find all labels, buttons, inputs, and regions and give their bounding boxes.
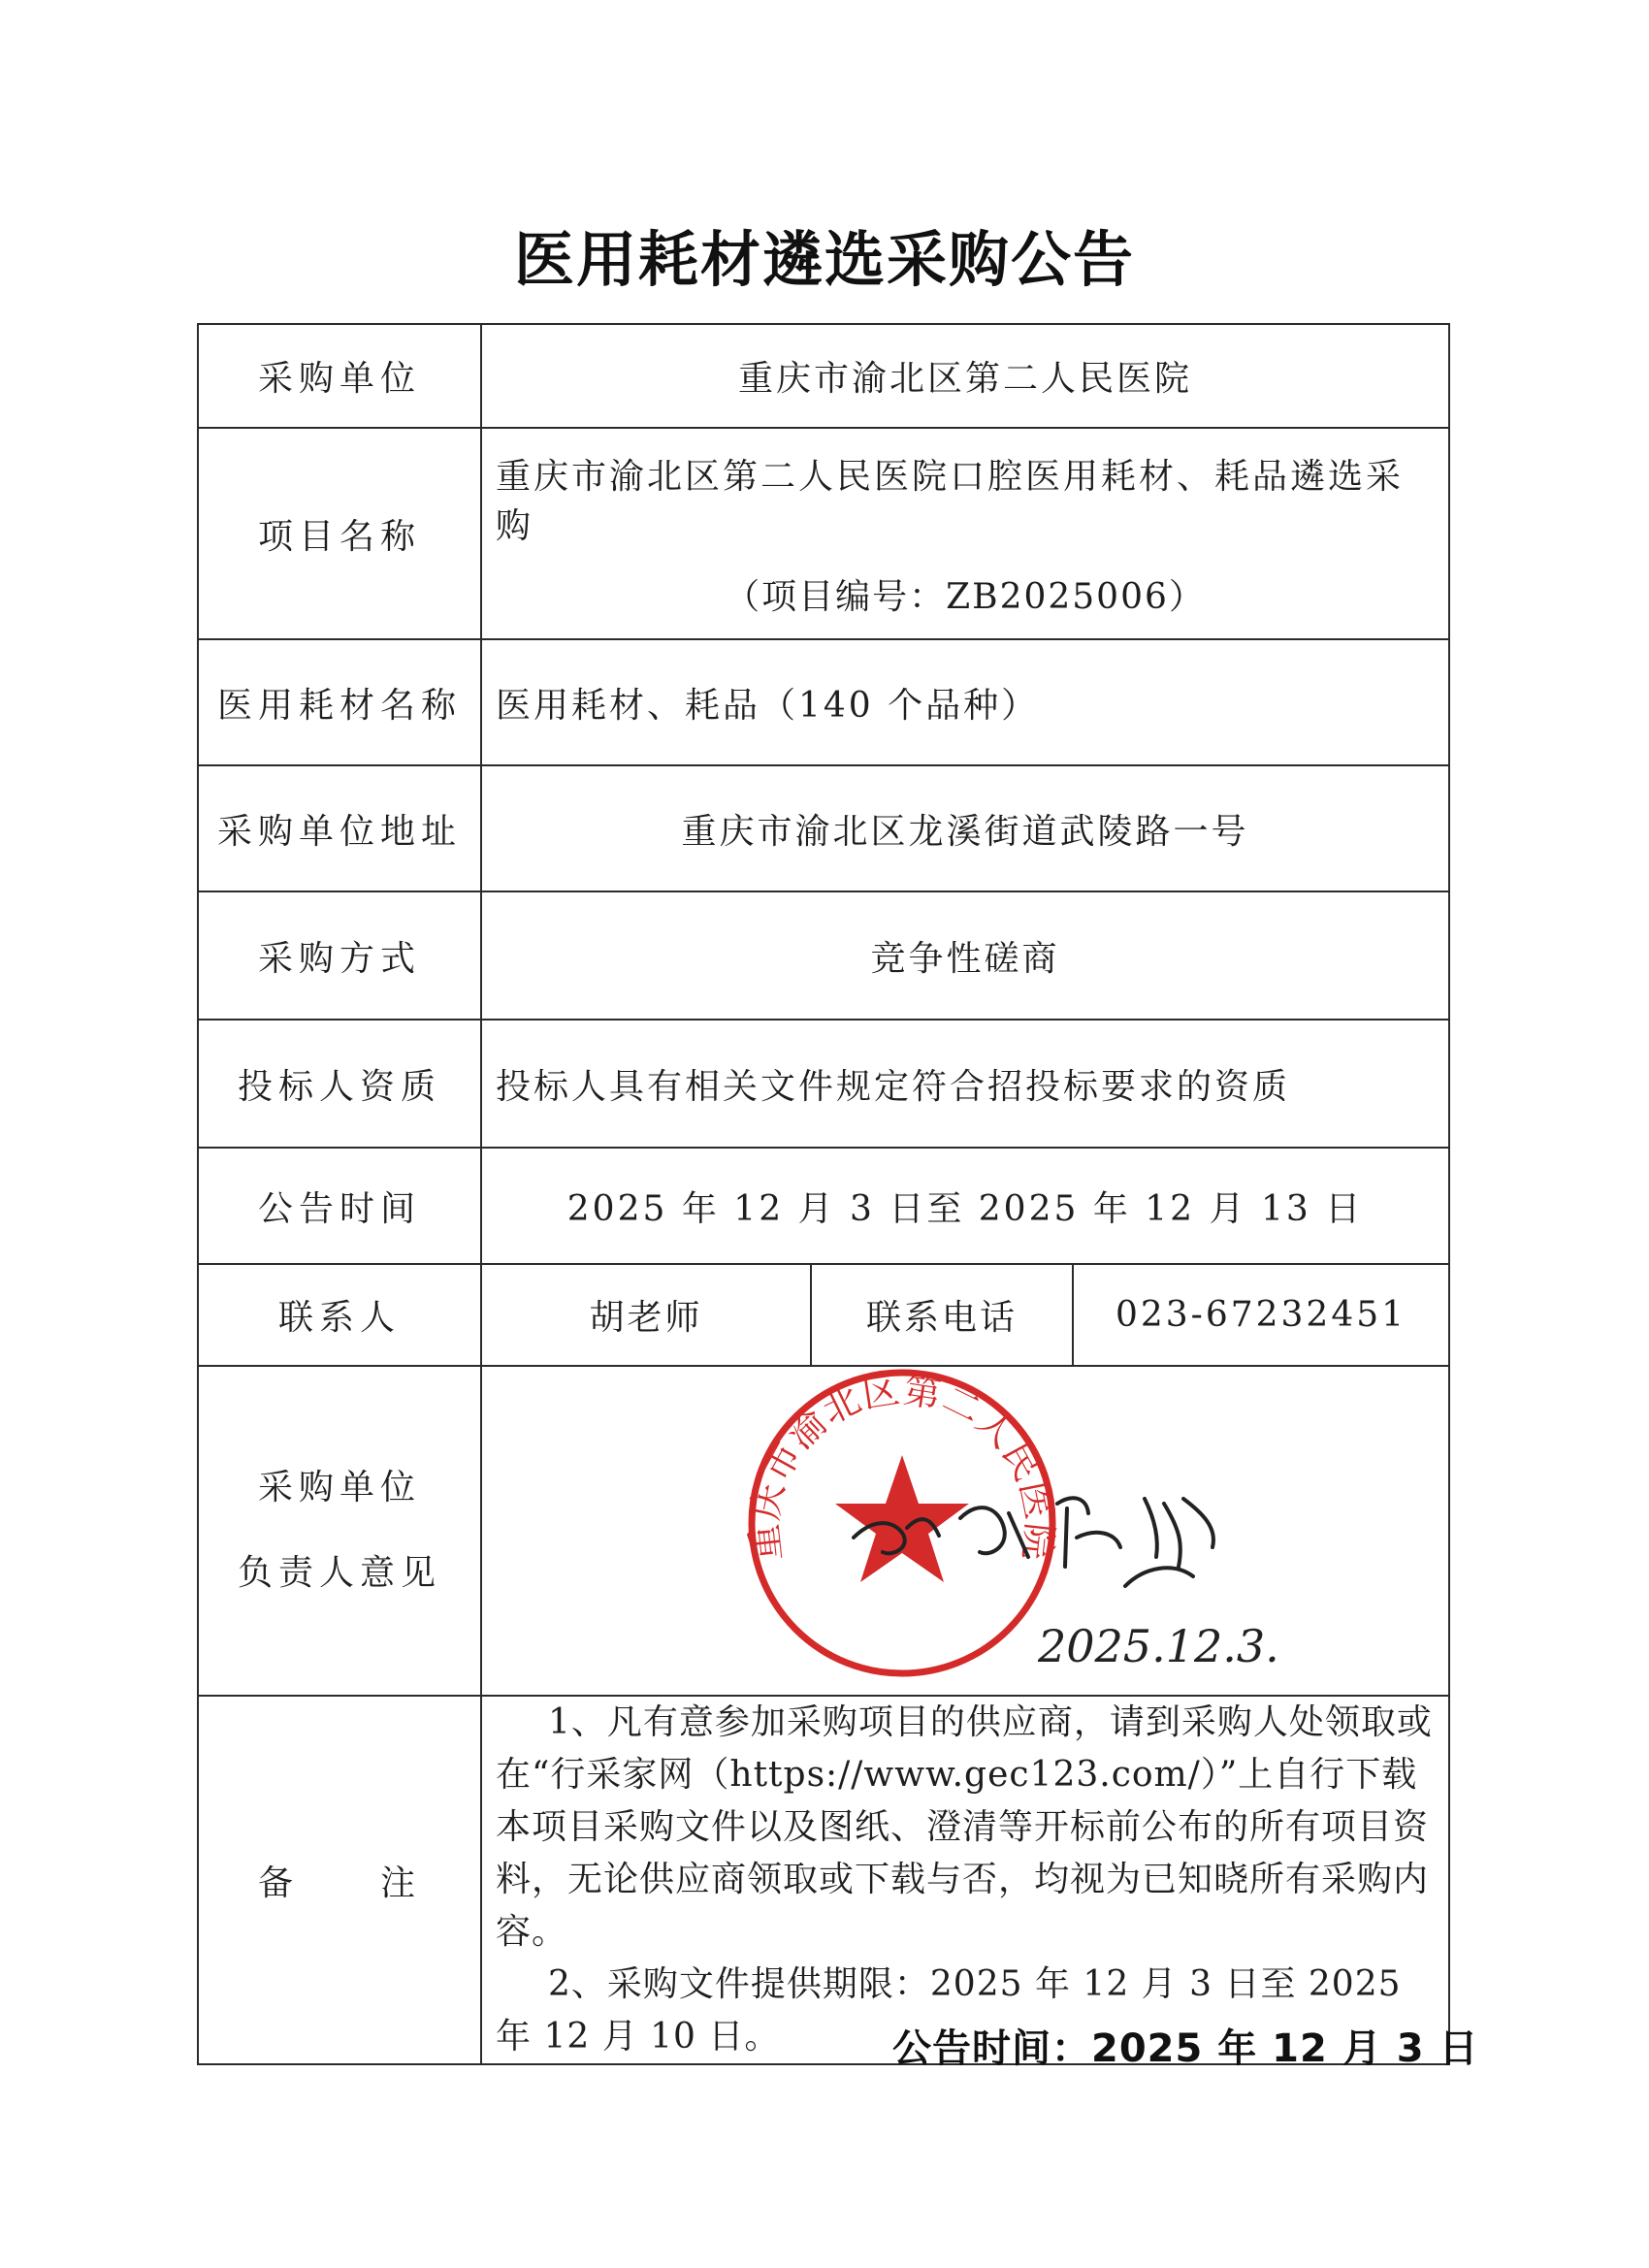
value-contact: 胡老师 (481, 1264, 811, 1366)
row-contact (198, 1264, 1449, 1366)
row-purchase-method (198, 891, 1449, 1020)
row-project-name (198, 428, 1449, 639)
value-remarks (481, 1696, 1449, 2064)
announcement-table (197, 323, 1450, 2065)
value-unit-address: 重庆市渝北区龙溪街道武陵路一号 (481, 765, 1449, 891)
value-purchase-method: 竞争性磋商 (481, 891, 1449, 1020)
value-contact-phone: 023-67232451 (1073, 1264, 1449, 1366)
label-purchase-method: 采购方式 (198, 891, 481, 1020)
label-material-name: 医用耗材名称 (198, 639, 481, 765)
label-project-name: 项目名称 (198, 428, 481, 639)
row-unit-address (198, 765, 1449, 891)
row-bidder-qualification (198, 1020, 1449, 1148)
project-name-line: 重庆市渝北区第二人民医院口腔医用耗材、耗品遴选采购 (496, 456, 1405, 546)
signature-date: 2025.12.3. (1038, 1620, 1279, 1672)
signature-strokes (854, 1498, 1213, 1586)
value-purchasing-unit: 重庆市渝北区第二人民医院 (481, 324, 1449, 428)
label-announcement-period: 公告时间 (198, 1148, 481, 1264)
project-number: （项目编号：ZB2025006） (725, 576, 1206, 617)
seal-text: 重庆市渝北区第二人民医院 (742, 1368, 1062, 1564)
remark-item-1: 1、凡有意参加采购项目的供应商，请到采购人处领取或在“行采家网（https://www.gec123.com/）”上自行下载本项目采购文件以及图纸、澄清等开标前公布的所有项目资料，无论供应商领取或下载与否，均视为已知晓所有采购内容。 (496, 1702, 1433, 1952)
label-remarks: 备 注 (198, 1696, 481, 2064)
row-announcement-period (198, 1148, 1449, 1264)
announcement-date-footer: 公告时间：2025 年 12 月 3 日 (892, 2026, 1479, 2071)
label-contact-phone: 联系电话 (811, 1264, 1073, 1366)
row-purchasing-unit (198, 324, 1449, 428)
row-material-name (198, 639, 1449, 765)
label-manager-opinion (198, 1366, 481, 1696)
value-project-name (481, 428, 1449, 639)
value-bidder-qualification: 投标人具有相关文件规定符合招投标要求的资质 (481, 1020, 1449, 1148)
label-purchasing-unit: 采购单位 (198, 324, 481, 428)
signature-area (834, 1460, 1300, 1693)
remark-item-2: 2、采购文件提供期限：2025 年 12 月 3 日至 2025 年 12 月 10 日。 (496, 1964, 1402, 2057)
opinion-label-line2: 负责人意见 (237, 1553, 441, 1593)
label-bidder-qualification: 投标人资质 (198, 1020, 481, 1148)
value-material-name: 医用耗材、耗品（140 个品种） (481, 639, 1449, 765)
label-contact: 联系人 (198, 1264, 481, 1366)
page-title: 医用耗材遴选采购公告 (513, 224, 1135, 295)
value-announcement-period: 2025 年 12 月 3 日至 2025 年 12 月 13 日 (481, 1148, 1449, 1264)
row-remarks (198, 1696, 1449, 2064)
opinion-label-line1: 采购单位 (257, 1468, 421, 1507)
label-unit-address: 采购单位地址 (198, 765, 481, 891)
